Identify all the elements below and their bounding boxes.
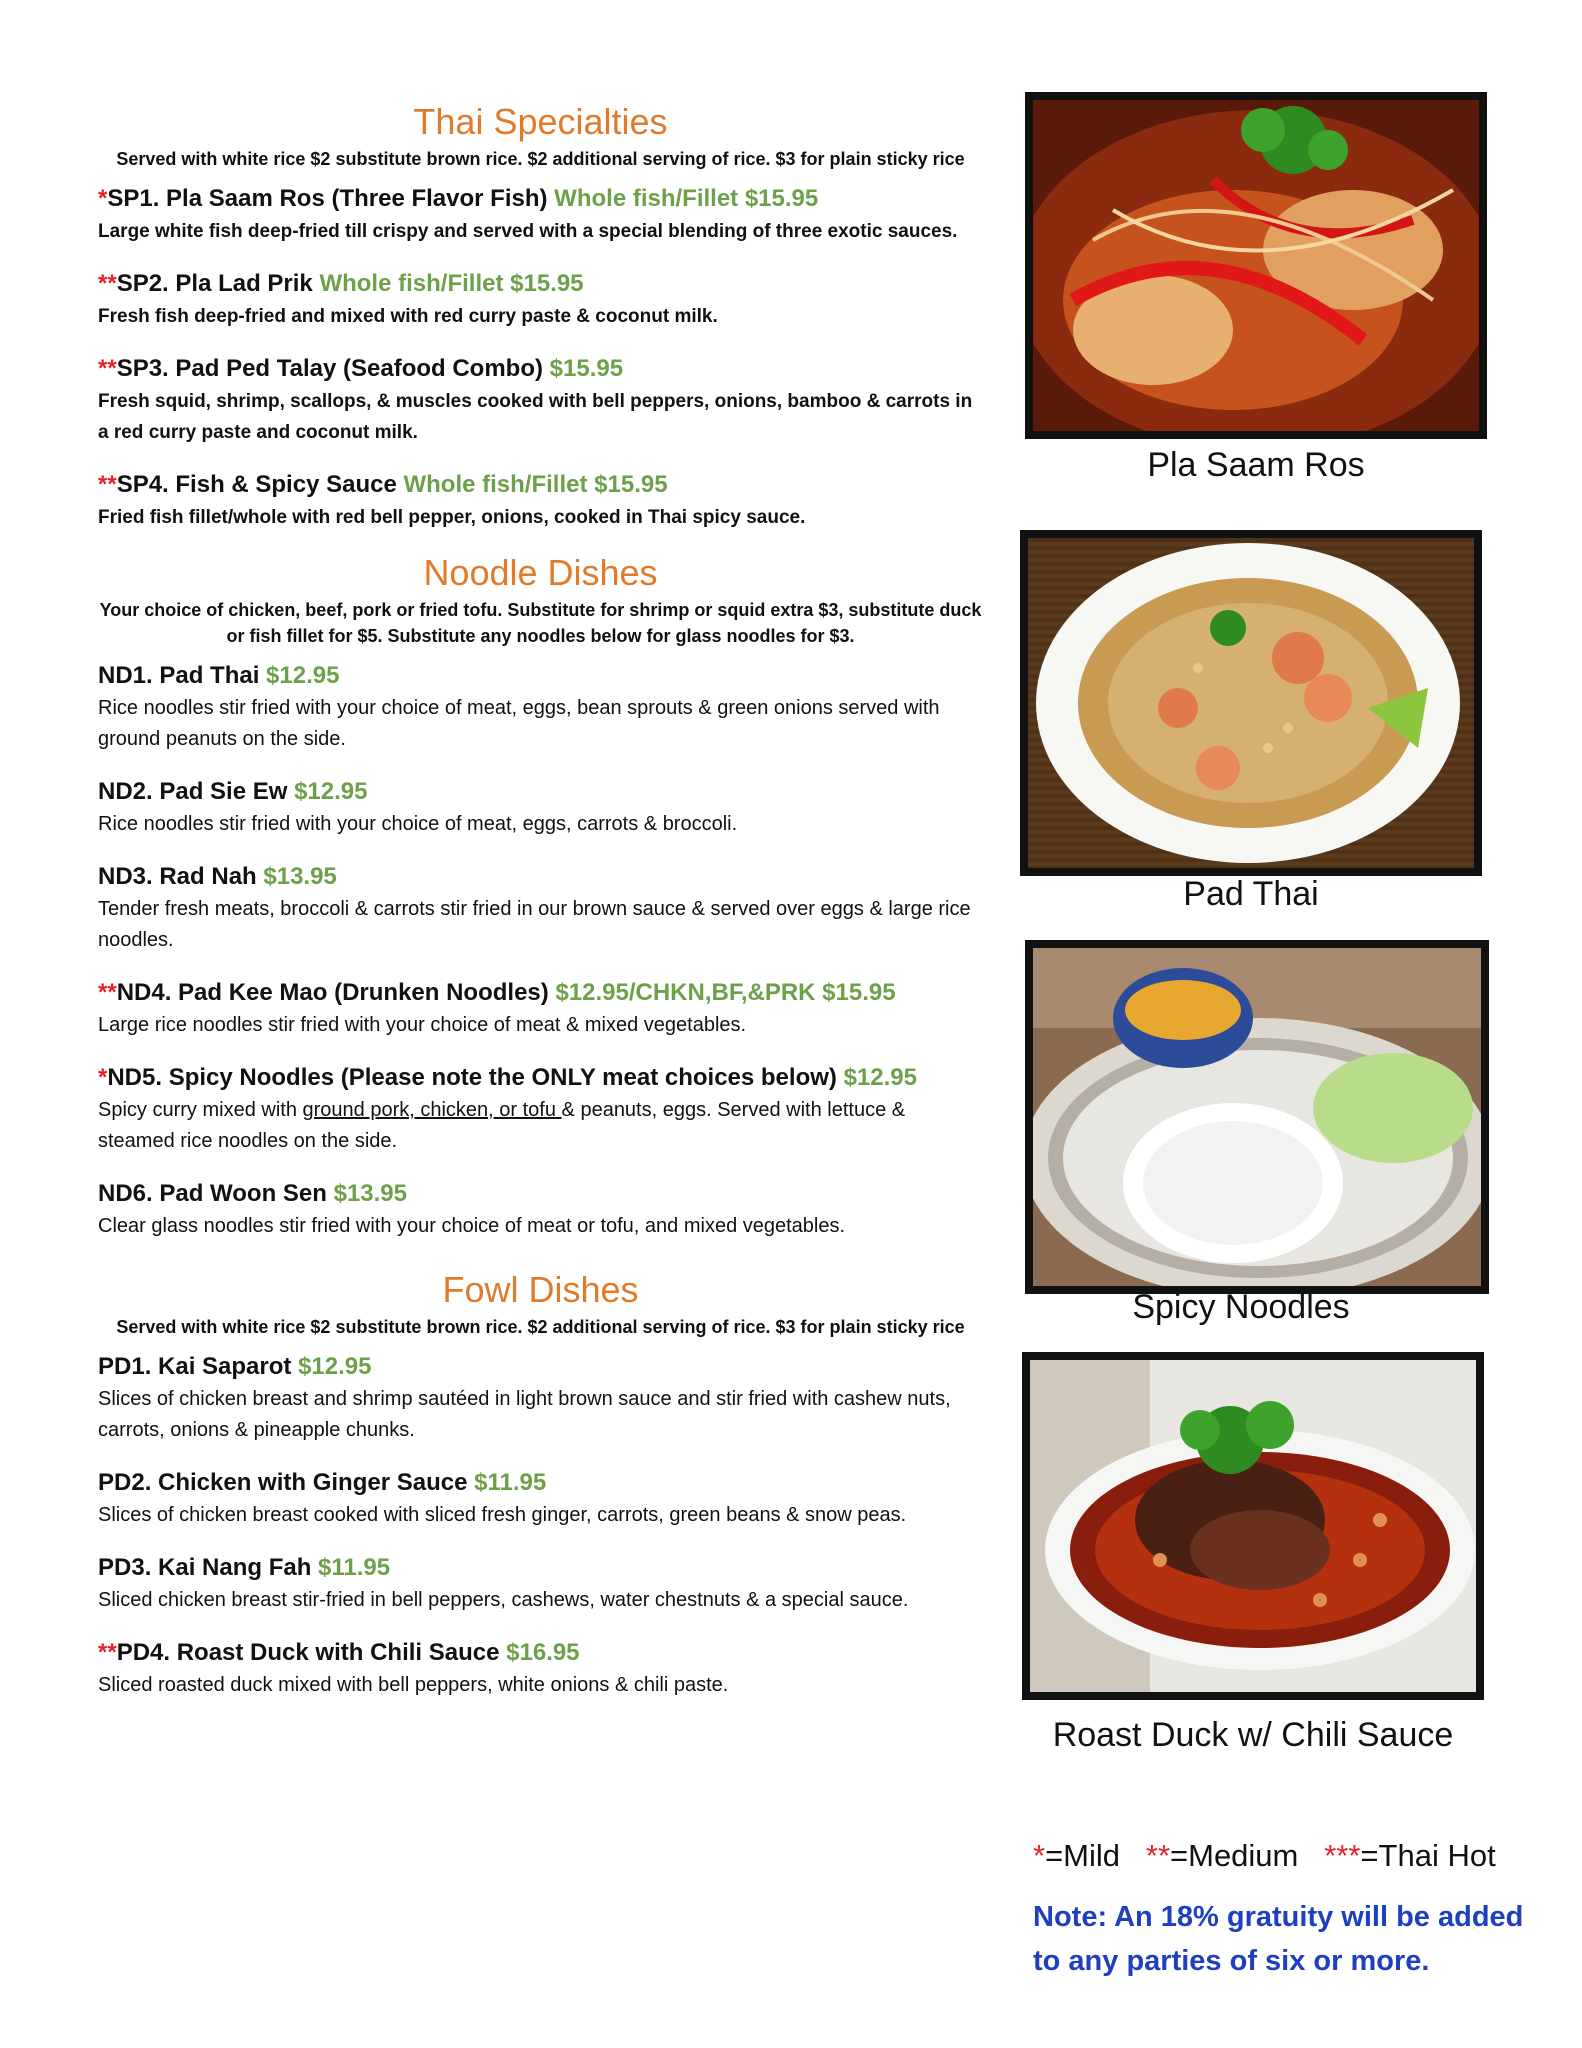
spice-stars: ** [98,1639,117,1666]
spice-stars: ** [98,270,117,297]
menu-item-pd1 [98,1350,983,1446]
spice-stars: ** [98,471,117,498]
menu-item-pd3 [98,1551,983,1616]
item-description: Slices of chicken breast and shrimp sautéed in light brown sauce and stir fried with cashew nuts, carrots, onions & pineapple chunks. [98,1388,951,1441]
section-note-fowl: Served with white rice $2 substitute brown rice. $2 additional serving of rice. $3 for plain sticky rice [116,1317,965,1337]
menu-item-nd3 [98,860,983,956]
item-price: $12.95 [298,1353,372,1380]
item-name: ND6. Pad Woon Sen [98,1180,327,1207]
item-price: $15.95 [549,355,624,382]
menu-item-sp4 [98,468,983,533]
item-description: Large rice noodles stir fried with your choice of meat & mixed vegetables. [98,1014,747,1036]
menu-item-nd4 [98,976,983,1041]
item-price: $13.95 [263,863,337,890]
spicy-noodles-image [1033,948,1481,1286]
menu-item-nd1 [98,659,983,755]
item-name: PD2. Chicken with Ginger Sauce [98,1469,468,1496]
spice-stars: * [98,185,108,212]
item-description: Tender fresh meats, broccoli & carrots stir fried in our brown sauce & served over eggs & large rice noodles. [98,898,971,951]
item-price: $12.95 [843,1064,917,1091]
item-price: $16.95 [506,1639,580,1666]
item-description: Clear glass noodles stir fried with your choice of meat or tofu, and mixed vegetables. [98,1215,846,1237]
item-name: ND2. Pad Sie Ew [98,778,288,805]
desc-part: & peanuts, eggs. Served with lettuce & steamed rice noodles on the side. [98,1099,906,1152]
menu-item-sp1 [98,182,983,247]
item-name: SP3. Pad Ped Talay (Seafood Combo) [116,355,543,382]
item-description: Sliced roasted duck mixed with bell peppers, white onions & chili paste. [98,1674,729,1696]
item-description: Rice noodles stir fried with your choice of meat, eggs, bean sprouts & green onions served with ground peanuts on the side. [98,697,940,750]
item-name: SP4. Fish & Spicy Sauce [116,471,397,498]
item-name: ND4. Pad Kee Mao (Drunken Noodles) [116,979,549,1006]
medium-stars: ** [1145,1838,1171,1873]
spice-legend [1033,1838,1496,1874]
item-name: SP2. Pla Lad Prik [116,270,313,297]
caption-pad-thai: Pad Thai [1183,875,1319,913]
photo-pla-saam-ros [1025,92,1487,439]
item-price: $12.95 [294,778,368,805]
menu-item-sp2 [98,267,983,332]
photo-pad-thai [1020,530,1482,876]
fish-dish-image [1033,100,1479,431]
hot-stars: *** [1324,1838,1361,1873]
photo-roast-duck [1022,1352,1484,1700]
item-description: Fresh fish deep-fried and mixed with red curry paste & coconut milk. [98,306,718,327]
item-name: SP1. Pla Saam Ros (Three Flavor Fish) [107,185,548,212]
caption-roast-duck: Roast Duck w/ Chili Sauce [1052,1716,1454,1754]
item-price: $12.95 [266,662,340,689]
mild-stars: * [1033,1838,1046,1873]
section-title-noodle-dishes: Noodle Dishes [423,552,658,593]
item-price: Whole fish/Fillet $15.95 [403,471,668,498]
menu-item-nd6 [98,1177,983,1242]
roast-duck-image [1030,1360,1476,1692]
desc-underlined-meats: ground pork, chicken, or tofu [302,1099,562,1121]
caption-pla-saam-ros: Pla Saam Ros [1147,446,1365,484]
pad-thai-image [1028,538,1474,868]
item-name: PD3. Kai Nang Fah [98,1554,312,1581]
mild-label: =Mild [1045,1838,1121,1873]
item-name: ND1. Pad Thai [98,662,260,689]
item-name: ND5. Spicy Noodles (Please note the ONLY meat choices below) [107,1064,837,1091]
item-price: Whole fish/Fillet $15.95 [319,270,584,297]
item-description: Fried fish fillet/whole with red bell pepper, onions, cooked in Thai spicy sauce. [98,507,806,528]
hot-label: =Thai Hot [1360,1838,1496,1873]
item-description: Large white fish deep-fried till crispy and served with a special blending of three exotic sauces. [98,221,958,242]
medium-label: =Medium [1170,1838,1299,1873]
item-description: Slices of chicken breast cooked with sliced fresh ginger, carrots, green beans & snow peas. [98,1504,907,1526]
menu-item-nd2 [98,775,983,840]
menu-item-sp3 [98,352,983,448]
spice-stars: ** [98,979,117,1006]
section-note-noodle: Your choice of chicken, beef, pork or fried tofu. Substitute for shrimp or squid extra $3, substitute duck or fish fillet for $5. Substitute any noodles below for glass noodles for $3. [99,600,982,646]
menu-item-nd5 [98,1061,983,1157]
menu-column [98,100,983,1721]
section-title-thai-specialties: Thai Specialties [413,101,668,142]
item-price: $12.95/CHKN,BF,&PRK $15.95 [555,979,896,1006]
caption-spicy-noodles: Spicy Noodles [1132,1288,1350,1326]
item-description: Sliced chicken breast stir-fried in bell peppers, cashews, water chestnuts & a special sauce. [98,1589,909,1611]
photo-spicy-noodles [1025,940,1489,1294]
item-price: $11.95 [474,1469,547,1496]
item-name: ND3. Rad Nah [98,863,257,890]
section-note-thai: Served with white rice $2 substitute brown rice. $2 additional serving of rice. $3 for plain sticky rice [116,149,965,169]
spice-stars: * [98,1064,108,1091]
menu-item-pd2 [98,1466,983,1531]
item-price: $13.95 [333,1180,407,1207]
spice-stars: ** [98,355,117,382]
section-title-fowl-dishes: Fowl Dishes [442,1269,639,1310]
item-price: $11.95 [318,1554,391,1581]
item-name: PD1. Kai Saparot [98,1353,292,1380]
desc-part: Spicy curry mixed with [98,1099,303,1121]
menu-item-pd4 [98,1636,983,1701]
item-description [98,1095,983,1157]
item-description: Rice noodles stir fried with your choice of meat, eggs, carrots & broccoli. [98,813,738,835]
item-name: PD4. Roast Duck with Chili Sauce [116,1639,500,1666]
item-description: Fresh squid, shrimp, scallops, & muscles cooked with bell peppers, onions, bamboo & carrots in a red curry paste and coconut milk. [98,391,973,443]
gratuity-note: Note: An 18% gratuity will be added to any parties of six or more. [1033,1901,1524,1977]
item-price: Whole fish/Fillet $15.95 [554,185,819,212]
